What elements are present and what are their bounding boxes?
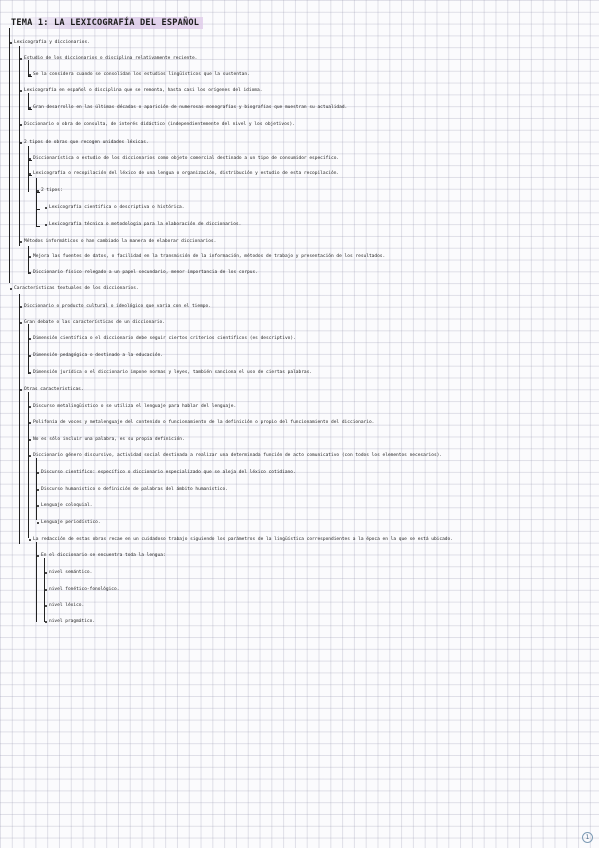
outline-item-discurso-humanistico: Discurso humanístico o definición de palabras del ámbito humanístico. xyxy=(41,487,228,492)
branch-line xyxy=(28,392,29,538)
outline-item-caracteristicas-textuales: Características textuales de los diccionarios. xyxy=(14,286,139,291)
branch-line xyxy=(19,294,20,544)
outline-item-nivel-pragmatico: nivel pragmático. xyxy=(49,619,96,624)
outline-item-metodos-informaticos: Métodos informáticos o han cambiado la manera de elaborar diccionarios. xyxy=(24,239,217,244)
outline-item-diccionaristica: Diccionarística o estudio de los diccionarios como objeto comercial destinado a un tipo de consumidor específico. xyxy=(33,156,340,161)
outline-item-nivel-lexico: nivel léxico. xyxy=(49,603,85,608)
branch-line xyxy=(28,146,29,192)
outline-item-gran-desarrollo: Gran desarrollo en las últimas décadas o aparición de numerosas monografías y biografías que muestran su actualidad. xyxy=(33,105,348,110)
outline-item-no-solo-palabra: No es sólo incluir una palabra, es su propia definición. xyxy=(33,437,185,442)
outline-item-nivel-semantico: nivel semántico. xyxy=(49,570,93,575)
branch-line xyxy=(36,178,37,226)
connector xyxy=(28,160,32,161)
connector xyxy=(28,175,32,176)
outline-item-lexicografia-diccionarios: Lexicografía y diccionarios. xyxy=(14,40,90,45)
branch-line xyxy=(28,246,29,274)
connector xyxy=(28,109,32,110)
outline-item-diccionario-fisico: Diccionario físico relegado a un papel secundario, menor importancia de los corpus. xyxy=(33,270,258,275)
outline-item-otras-caracteristicas: Otras características. xyxy=(24,387,84,392)
outline-item-discurso-cientifico: Discurso científico: específico o diccionario especializado que se aleja del léxico cotidiano. xyxy=(41,470,296,475)
outline-item-lenguaje-periodistico: Lenguaje periodístico. xyxy=(41,520,101,525)
outline-item-discurso-metalinguistico: Discurso metalingüístico o se utiliza el lenguaje para hablar del lenguaje. xyxy=(33,404,237,409)
outline-item-producto-cultural: Diccionario o producto cultural o ideológico que varía con el tiempo. xyxy=(24,304,211,309)
outline-item-dimension-juridica: Dimensión jurídica o el diccionario impone normas y leyes, también sanciona el uso de ciertas palabras. xyxy=(33,370,313,375)
outline-item-toda-la-lengua: En el diccionario se encuentra toda la lengua: xyxy=(41,553,166,558)
outline-item-diccionario-obra-consulta: Diccionario o obra de consulta, de interés didáctico (independientemente del nivel y los objetivos). xyxy=(24,122,295,127)
outline-item-estudio-diccionarios: Estudio de los diccionarios o disciplina relativamente reciente. xyxy=(24,56,198,61)
branch-line xyxy=(19,46,20,246)
page-title: TEMA 1: LA LEXICOGRAFÍA DEL ESPAÑOL xyxy=(10,17,203,29)
outline-item-polifonia-voces: Polifonía de voces y metalenguaje del contenido o funcionamiento de la definición o propio del funcionamiento del diccionario. xyxy=(33,420,375,425)
branch-line xyxy=(28,324,29,374)
outline-item-lexicografia-tecnica: Lexicografía técnica o metodología para la elaboración de diccionarios. xyxy=(49,222,242,227)
connector xyxy=(28,76,32,77)
outline-item-lexicografia-espanol: Lexicografía en español o disciplina que se remonta, hasta casi los orígenes del idioma. xyxy=(24,88,263,93)
outline-item-gran-debate: Gran debate o las características de un diccionario. xyxy=(24,320,165,325)
outline-item-genero-discursivo: Diccionario género discursivo, actividad social destinada a realizar una determinada función de acto comunicativo (con todos los elementos necesarios). xyxy=(33,453,443,458)
page-number: 1 xyxy=(582,832,593,843)
outline-item-dimension-pedagogica: Dimensión pedagógica o destinado a la educación. xyxy=(33,353,164,358)
trunk-line xyxy=(9,28,10,283)
outline-item-dos-tipos-obras: 2 tipos de obras que recogen unidades léxicas. xyxy=(24,140,149,145)
outline-item-dimension-cientifica: Dimensión científica o el diccionario debe seguir ciertos criterios científicos (es descriptivo). xyxy=(33,336,296,341)
outline-item-lexicografia-cientifica: Lexicografía científica o descriptiva o histórica. xyxy=(49,205,185,210)
connector xyxy=(36,192,40,193)
outline-item-nivel-fonetico: nivel fonético-fonológico. xyxy=(49,587,120,592)
outline-item-lenguaje-coloquial: Lenguaje coloquial. xyxy=(41,503,93,508)
outline-item-redaccion-obras: La redacción de estas obras recae en un cuidadoso trabajo siguiendo los parámetros de la lingüística correspondientes a la época en la que se está ubicado. xyxy=(33,537,453,542)
branch-line xyxy=(36,542,37,622)
outline-item-lexicografia-recopilacion: Lexicografía o recopilación del léxico de una lengua o organización, distribución y estudio de esta recopilación. xyxy=(33,171,340,176)
connector xyxy=(36,209,40,210)
outline-item-consolidan-estudios: Se la considera cuando se consolidan los estudios lingüísticos que la sustentan. xyxy=(33,72,250,77)
outline-item-mejora-fuentes: Mejora las fuentes de datos, o facilidad en la transmisión de la información, métodos de trabajo y presentación de los resultados. xyxy=(33,254,386,259)
connector xyxy=(36,226,40,227)
outline-item-dos-tipos: 2 tipos: xyxy=(41,188,63,193)
